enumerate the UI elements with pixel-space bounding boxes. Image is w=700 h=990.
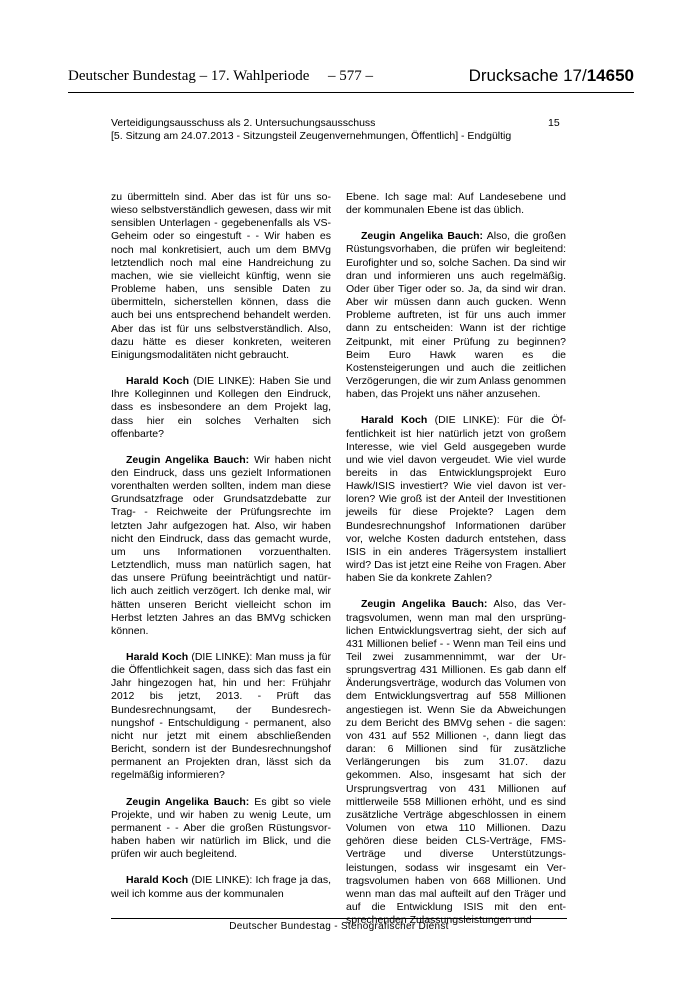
paragraph-text: (DIE LINKE): Haben Sie und Ihre Kolleginnen und Kollegen den Eindruck, dass es insbesondere an dem Projekt lag, dass hier ein solches Verhalten sich offenbarte? <box>111 375 331 440</box>
paragraph <box>346 598 566 927</box>
committee-header <box>111 117 511 143</box>
left-column <box>111 191 331 914</box>
paragraph <box>111 796 331 862</box>
session-info: [5. Sitzung am 24.07.2013 - Sitzungsteil Zeugenvernehmungen, Öffentlich] - Endgültig <box>111 130 512 142</box>
paragraph-text: Wir haben nicht den Eindruck, dass uns gezielt Informationen vorenthalten werden sollten, indem man diese Grundsatzfrage oder Grundsatzdebatte zur Trag- - Reichweite der Prüfungsrechte im letzten Jahr aufgezogen hat. Also, wir haben nicht den Eindruck, dass das gemacht wurde, um uns Informationen vorzuenthalten. Letztendlich, muss man natürlich sagen, hat das unsere Prüfung beeinträchtigt und natürlich auch zeitlich verzögert. Ich denke mal, wir hätten unseren Bericht vielleicht schon im Herbst letzten Jahres an das BMVg schicken können. <box>111 453 331 637</box>
paragraph <box>111 651 331 783</box>
print-page-number: – 577 – <box>328 68 373 84</box>
paragraph-text: Es gibt so viele Projekte, und wir haben zu wenig Leute, um permanent - - Aber die großen Rüstungsvorhaben haben wir natürlich im Blick, und die prüfen wir auch begleitend. <box>111 795 331 861</box>
speaker-name: Zeugin Angelika Bauch: <box>361 598 488 611</box>
paragraph-text: zu übermitteln sind. Aber das ist für uns sowieso selbstverständlich gewesen, dass wir mit sensiblen Unterlagen - gegebenenfalls als VS-Geheim oder so eingestuft - - Wir haben es noch mal konkretisiert, auch um dem BMVg letztendlich noch mal eine Handreichung zu machen, wie sie vielleicht künftig, wenn sie Probleme haben, uns sensible Daten zu übermitteln, sicherstellen können, dass die auch bei uns entsprechend behandelt werden. Aber das ist für uns selbstverständlich. Also, dazu hätte es dieser konkreten, weiteren Einigungsmodalitäten nicht gebraucht. <box>111 191 331 361</box>
paragraph <box>111 454 331 638</box>
page-footer: Deutscher Bundestag - Stenografischer Dienst <box>229 921 449 932</box>
document-prefix: Drucksache 17/ <box>468 66 587 85</box>
paragraph <box>111 375 331 441</box>
footer-divider <box>111 918 567 919</box>
speaker-name: Harald Koch <box>126 651 189 663</box>
paragraph-text: (DIE LINKE): Für die Öffentlichkeit ist hier natürlich jetzt von großem Interesse, wie viel Geld ausgegeben wurde und wie viel davon vergeudet. Wie viel wurde bereits in das Entwicklungsprojekt Euro Hawk/ISIS investiert? Wie viel davon ist verloren? Wie groß ist der Anteil der Investitionen jeweils für diese Projekte? Lagen dem Bundesrechnungshof Informationen darüber vor, welche Kosten dadurch entstehen, dass ISIS in ein anderes Trägersystem installiert wird? Das ist jetzt eine Reihe von Fragen. Aber haben Sie da konkrete Zahlen? <box>346 414 566 585</box>
protocol-page-number: 15 <box>548 117 560 129</box>
speaker-name: Harald Koch <box>126 375 190 388</box>
speaker-name: Zeugin Angelika Bauch: <box>361 230 484 243</box>
speaker-name: Harald Koch <box>126 874 189 887</box>
parliament-period: Deutscher Bundestag – 17. Wahlperiode <box>68 68 310 84</box>
document-number <box>469 66 634 86</box>
paragraph <box>111 874 331 900</box>
paragraph-text: Also, das Vertragsvolumen, wenn man mal den ursprünglichen Entwicklungsvertrag sieht, der sich auf 431 Millionen belief - - Wenn man Teil eins und Teil zwei zusammennimmt, war der Ursprungsvertrag 431 Millionen. Es gab dann elf Änderungsverträge, wodurch das Volumen von dem Entwicklungsvertrag auf 558 Millionen angestiegen ist. Wenn Sie da Abweichungen zu dem Bericht des BMVg sehen - die sagen: von 431 auf 552 Millionen -, dann liegt das daran: 6 Millionen sind für zusätzliche Verlängerungen bis zum 31.07. dazu gekommen. Also, insgesamt hat sich der Ursprungsvertrag von 431 Millionen auf mittlerweile 558 Millionen erhöht, und es sind zusätzliche Verträge abgeschlossen in einem Volumen von etwa 110 Millionen. Dazu gehören diese beiden CLS-Verträge, FMS-Verträge und diverse Unterstützungsleistungen, sodass wir insgesamt ein Vertragsvolumen haben von 668 Millionen. Und wenn man das mal aufteilt auf den Träger und auf die Entwicklung ISIS mit den entsprechenden Zulassungsleistungen und <box>346 598 566 927</box>
committee-title: Verteidigungsausschuss als 2. Untersuchungsausschuss <box>111 117 376 129</box>
paragraph-text: Also, die großen Rüstungsvorhaben, die prüfen wir begleitend: Eurofighter und so, solche Sachen. Da sind wir dran und informieren uns auch regelmäßig. Oder über Tiger oder so. Ja, da sind wir dran. Aber wir müssen dann auch gucken. Wenn Probleme auftreten, ist für uns auch immer dann zu entscheiden: Wann ist der richtige Zeitpunkt, mit einer Prüfung zu beginnen? Beim Euro Hawk waren es die Kostensteigerungen und auch die zeitlichen Verzögerungen, die wir zum Anlass genommen haben, das Projekt uns näher anzusehen. <box>346 230 567 401</box>
paragraph <box>346 230 566 401</box>
right-column <box>346 191 566 940</box>
paragraph <box>346 191 566 217</box>
paragraph-text: Ebene. Ich sage mal: Auf Landesebene und der kommunalen Ebene ist das üblich. <box>346 191 566 217</box>
paragraph <box>111 191 331 362</box>
paragraph-text: (DIE LINKE): Ich frage ja das, weil ich komme aus der kommunalen <box>111 874 331 900</box>
paragraph-text: (DIE LINKE): Man muss ja für die Öffentlichkeit sagen, dass sich das fast ein Jahr hingezogen hat, hin und her: Frühjahr 2012 bis jetzt, 2013. - Prüft das Bundesrechnungsamt, der Bundesrechnungshof - Entschuldigung - permanent, also nicht nur jetzt mit einem abschließenden Bericht, sondern ist der Bundesrechnungshof permanent an Projekten dran, lässt sich da regelmäßig informieren? <box>111 651 331 782</box>
document-id: 14650 <box>586 66 634 85</box>
speaker-name: Harald Koch <box>361 414 428 427</box>
page-header <box>68 66 634 93</box>
speaker-name: Zeugin Angelika Bauch: <box>126 795 250 808</box>
speaker-name: Zeugin Angelika Bauch: <box>126 453 250 466</box>
paragraph <box>346 414 566 585</box>
